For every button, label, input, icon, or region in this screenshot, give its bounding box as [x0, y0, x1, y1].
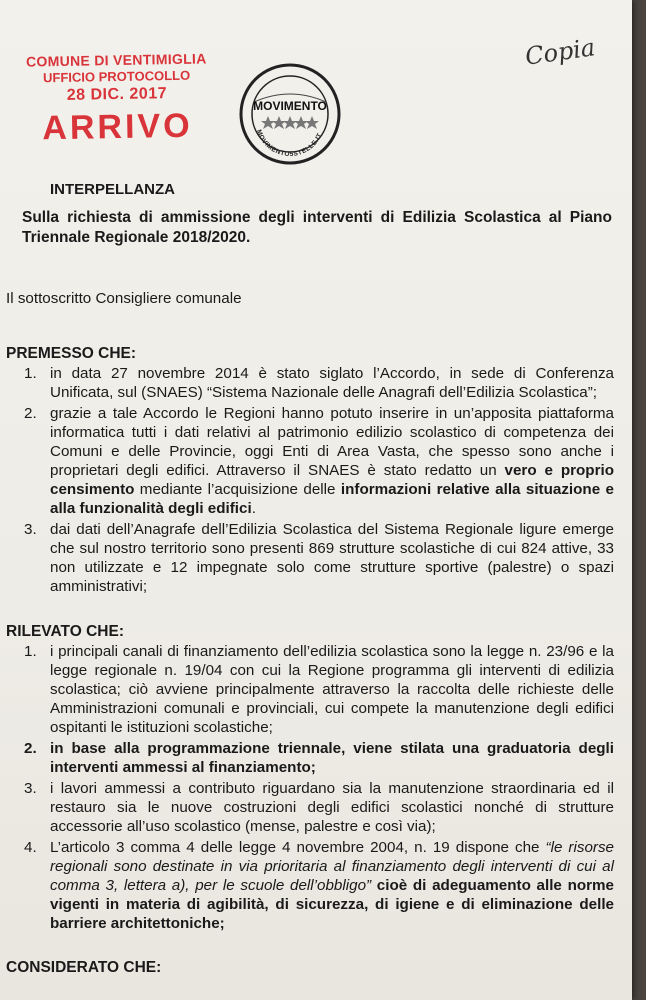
signatory-line: Il sottoscritto Consigliere comunale [6, 290, 242, 307]
premesso-heading: PREMESSO CHE: [6, 345, 137, 362]
list-item: 3. i lavori ammessi a contributo riguardano sia la manutenzione straordinaria ed il restauro sia le nuove costruzioni degli edifici scolastici nonché di strutture accessorie all’uso scolastico (mense, palestre e così via); [24, 780, 614, 835]
list-item: 4. L’articolo 3 comma 4 delle legge 4 novembre 2004, n. 19 dispone che “le risorse regionali sono destinate in via prioritaria al finanziamento degli interventi di cui al comma 3, lettera a), per le scuole dell’obbligo” cioè di adeguamento alle norme vigenti in materia di agibilità, di sicurezza, di igiene e di eliminazione delle barriere architettoniche; [24, 839, 615, 932]
premesso-list [24, 364, 614, 598]
document-type: INTERPELLANZA [50, 181, 175, 198]
stamp-status: ARRIVO [42, 106, 193, 148]
stamp-date: 28 DIC. 2017 [66, 85, 168, 104]
document-title: Sulla richiesta di ammissione degli interventi di Edilizia Scolastica al Piano Triennale Regionale 2018/2020. [22, 209, 612, 246]
list-item: 3. dai dati dell’Anagrafe dell’Edilizia Scolastica del Sistema Regionale ligure emerge che sul nostro territorio sono presenti 869 strutture scolastiche di cui 824 attive, 33 non utilizzate e 12 impegnate solo come strutture sportive (palestre) o spazi amministrativi; [24, 521, 614, 595]
list-item: 1. i principali canali di finanziamento dell’edilizia scolastica sono la legge n. 23/96 e la legge regionale n. 19/04 con cui la Regione programma gli interventi di edilizia scolastica; ciò avviene principalmente attraverso la raccolta delle richieste delle Amministrazioni comunali e provinciali, cui compete la manutenzione degli edifici ospitanti le istituzioni scolastiche; [24, 643, 614, 736]
handwritten-note: Copia [523, 33, 597, 71]
logo-top-text: MOVIMENTO [253, 99, 327, 113]
list-item: 2. in base alla programmazione triennale, viene stilata una graduatoria degli interventi ammessi al finanziamento; [24, 740, 614, 776]
rilevato-heading: RILEVATO CHE: [6, 623, 124, 640]
list-item: 2. grazie a tale Accordo le Regioni hanno potuto inserire in un’apposita piattaforma informatica tutti i dati relativi al patrimonio edilizio scolastico di competenza dei Comuni e delle Provincie, oggi Enti di Area Vasta, che spesso sono anche i proprietari degli edifici. Attraverso il SNAES è stato redatto un vero e proprio censimento mediante l’acquisizione delle informazioni relative alla situazione e alla funzionalità degli edifici. [24, 405, 614, 517]
list-item: 1. in data 27 novembre 2014 è stato siglato l’Accordo, in sede di Conferenza Unificata, sul (SNAES) “Sistema Nazionale delle Anagrafi dell’Edilizia Scolastica”; [24, 365, 614, 401]
protocol-stamp [21, 50, 213, 148]
considerato-heading: CONSIDERATO CHE: [6, 959, 162, 976]
movimento-logo-icon [238, 62, 342, 166]
svg-text:MOVIMENTO5STELLE.IT [255, 129, 324, 158]
logo-ring-text: MOVIMENTO5STELLE.IT [255, 128, 324, 159]
stamp-line-2: UFFICIO PROTOCOLLO [42, 67, 191, 86]
rilevato-list [24, 642, 614, 935]
stamp-line-1: COMUNE DI VENTIMIGLIA [25, 50, 207, 70]
